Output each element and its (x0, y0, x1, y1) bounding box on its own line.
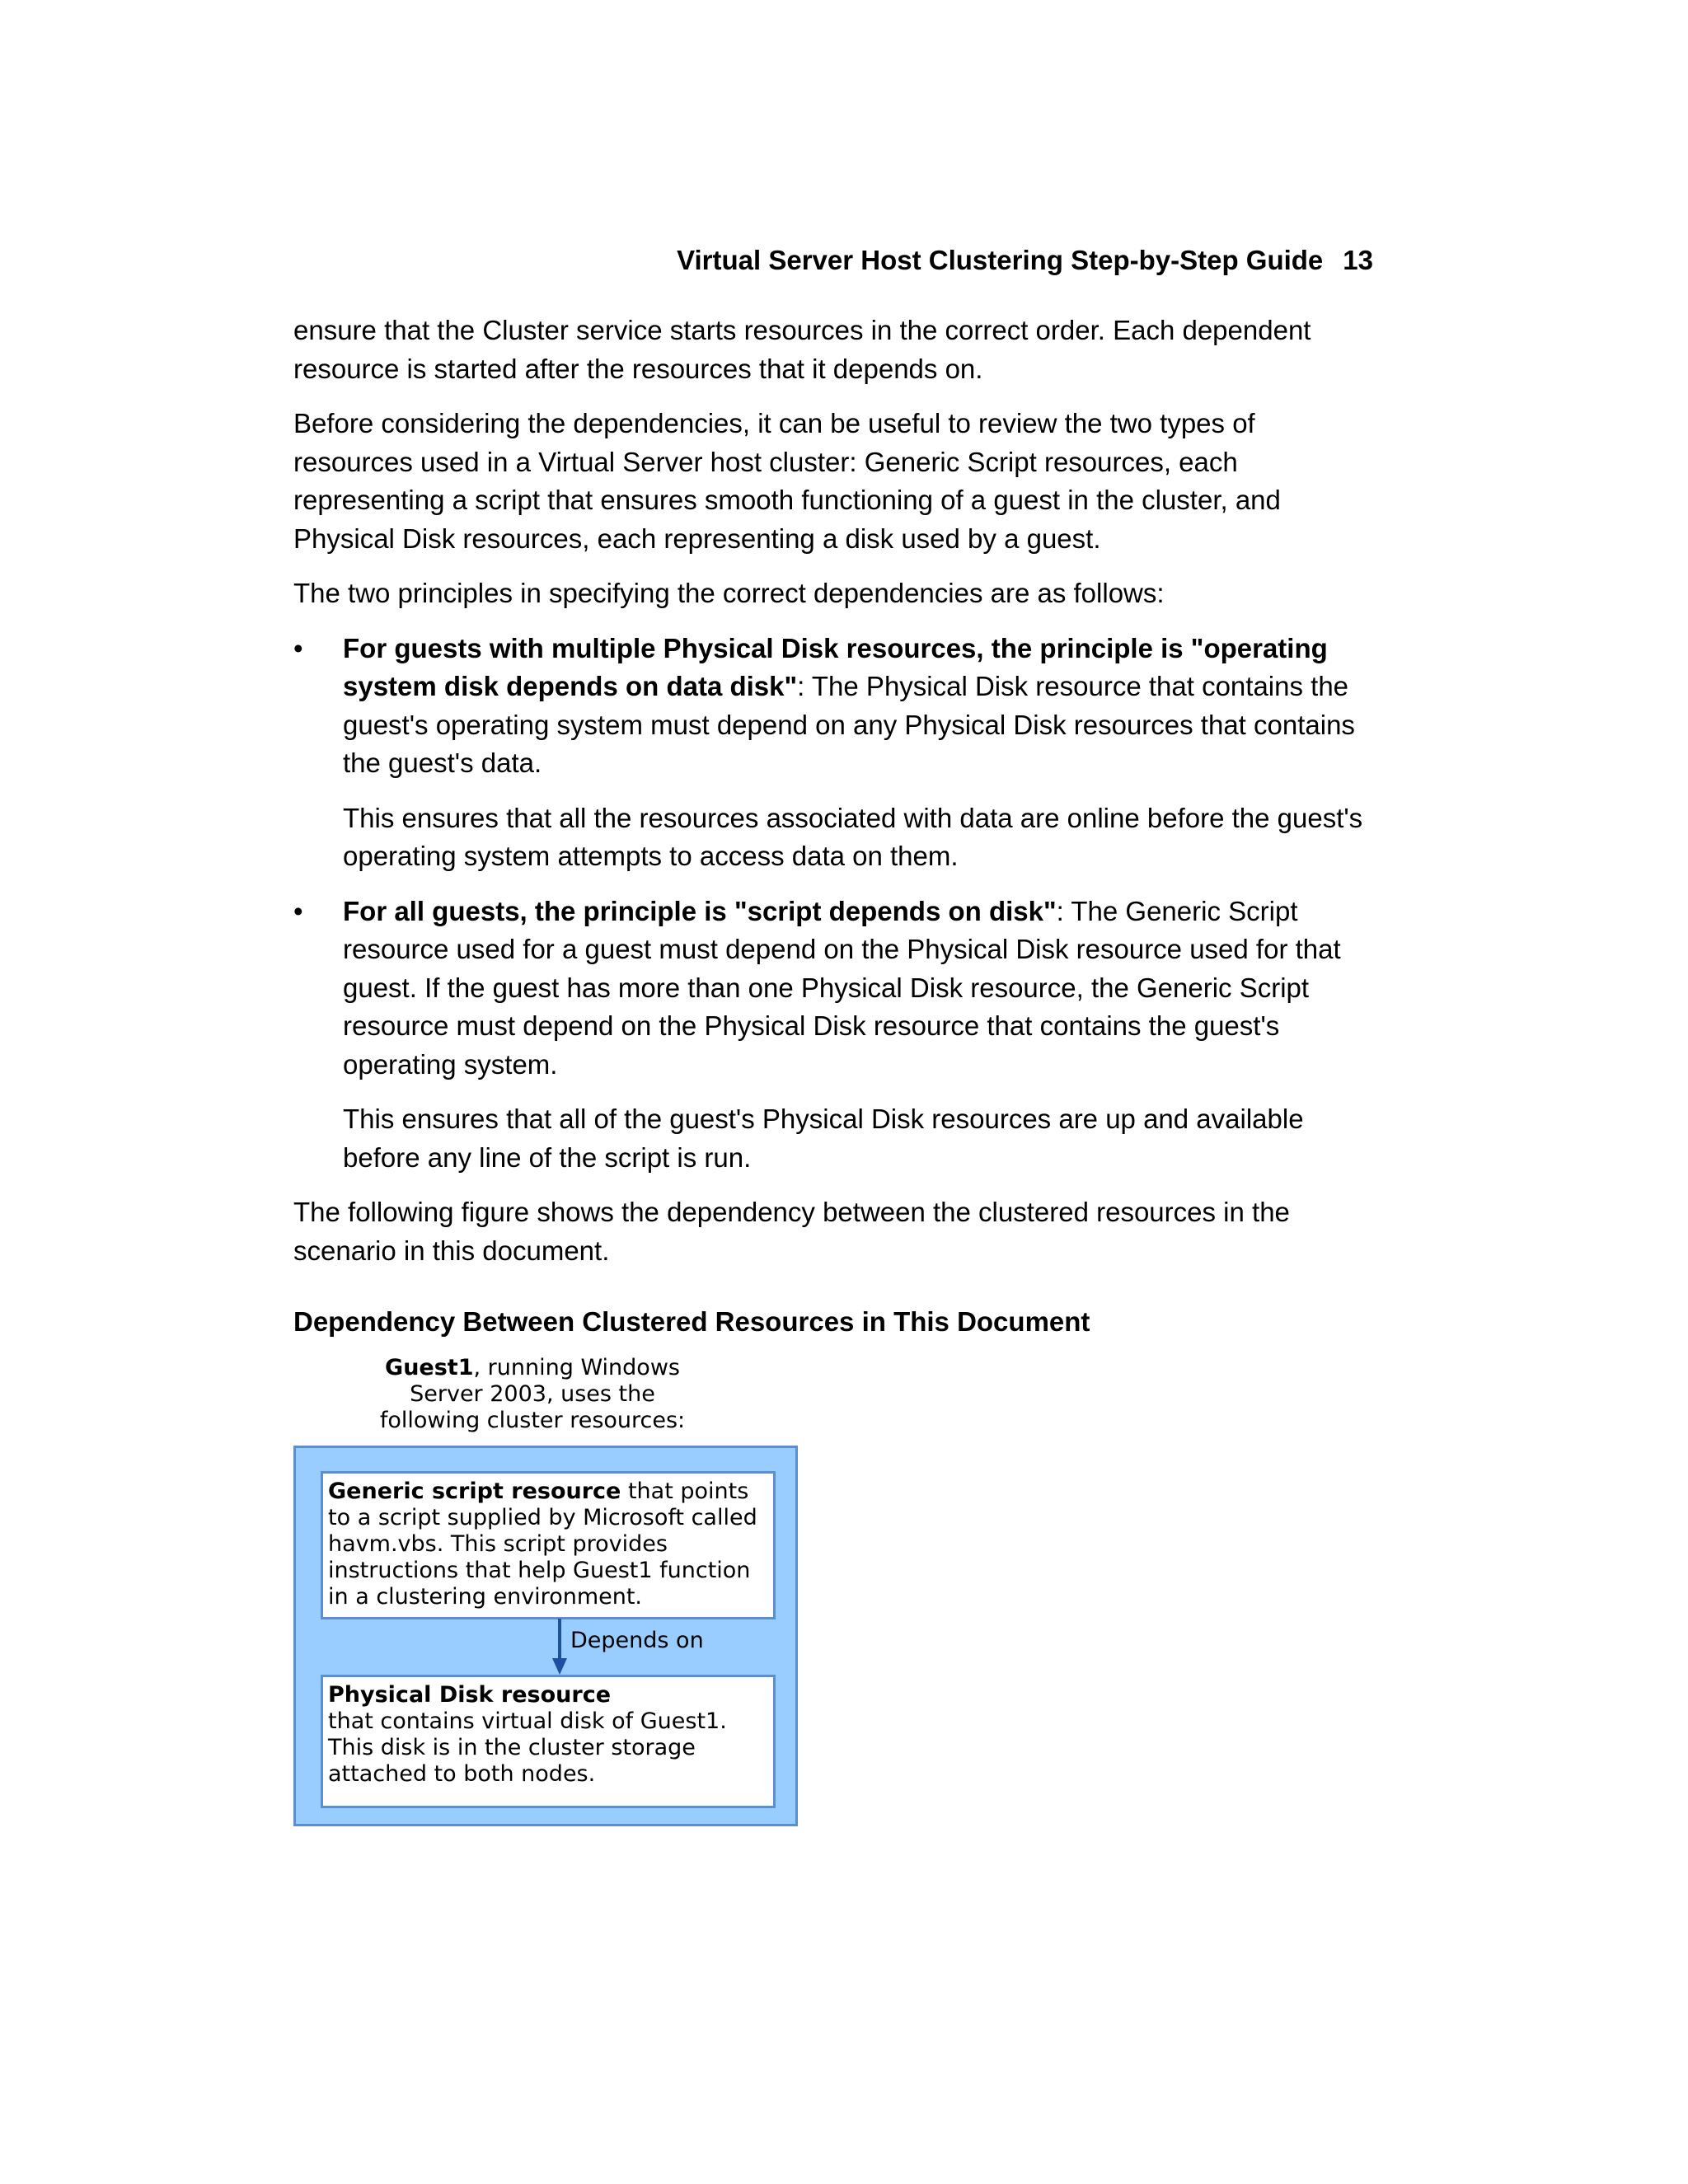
guest-name: Guest1 (385, 1354, 474, 1380)
paragraph-figure-intro: The following figure shows the dependency between the clustered resources in the scenario in this document. (293, 1197, 1290, 1266)
physical-disk-resource-box (321, 1675, 776, 1808)
bullet-marker: • (293, 895, 303, 926)
principle-text: : The Generic Script resource used for a guest must depend on the Physical Disk resource used for that guest. If the guest has more than one Physical Disk resource, the Generic Script resource must depend on the Physical Disk resource that contains the guest's operating system. (343, 895, 1341, 1080)
dependency-diagram (293, 1355, 804, 1833)
paragraph-resource-types: Before considering the dependencies, it can be useful to review the two types of resources used in a Virtual Server host cluster: Generic Script resources, each representing a script that ensures smooth functioning of a guest in the cluster, and Physical Disk resources, each representing a disk used by a guest. (293, 408, 1281, 554)
physical-disk-resource-text: that contains virtual disk of Guest1. This disk is in the cluster storage attached to both nodes. (328, 1708, 727, 1787)
page-number: 13 (1343, 245, 1373, 275)
principle-followup: This ensures that all of the guest's Physical Disk resources are up and available before any line of the script is run. (343, 1104, 1304, 1173)
list-item (293, 630, 1373, 876)
paragraph-principles-intro: The two principles in specifying the correct dependencies are as follows: (293, 578, 1165, 608)
page-body (293, 312, 1373, 1833)
guest-label (359, 1355, 706, 1434)
list-item (293, 893, 1373, 1178)
principles-list (293, 630, 1373, 1178)
cluster-resources-panel (293, 1446, 798, 1826)
guest-description: , running Windows Server 2003, uses the following cluster resources: (379, 1354, 686, 1433)
generic-script-resource-text: that points to a script supplied by Microsoft called havm.vbs. This script provides instructions that help Guest1 function in a clustering environment. (328, 1478, 757, 1610)
generic-script-resource-box (321, 1471, 776, 1619)
paragraph-intro: ensure that the Cluster service starts resources in the correct order. Each dependent resource is started after the resources that it depends on. (293, 315, 1311, 384)
principle-title: For all guests, the principle is "script depends on disk" (343, 895, 1057, 926)
page-header (293, 242, 1373, 279)
figure-caption: Dependency Between Clustered Resources in This Document (293, 1306, 1090, 1337)
principle-text: : The Physical Disk resource that contains the guest's operating system must depend on any Physical Disk resources that contains the guest's data. (343, 671, 1355, 778)
depends-on-label: Depends on (570, 1627, 704, 1653)
principle-followup: This ensures that all the resources associated with data are online before the guest's operating system attempts to access data on them. (343, 802, 1363, 871)
generic-script-resource-title: Generic script resource (328, 1478, 621, 1504)
physical-disk-resource-title: Physical Disk resource (328, 1681, 612, 1708)
bullet-marker: • (293, 632, 303, 663)
header-title: Virtual Server Host Clustering Step-by-Step Guide (677, 245, 1324, 275)
principle-title: For guests with multiple Physical Disk resources, the principle is "operating system disk depends on data disk" (343, 632, 1328, 701)
